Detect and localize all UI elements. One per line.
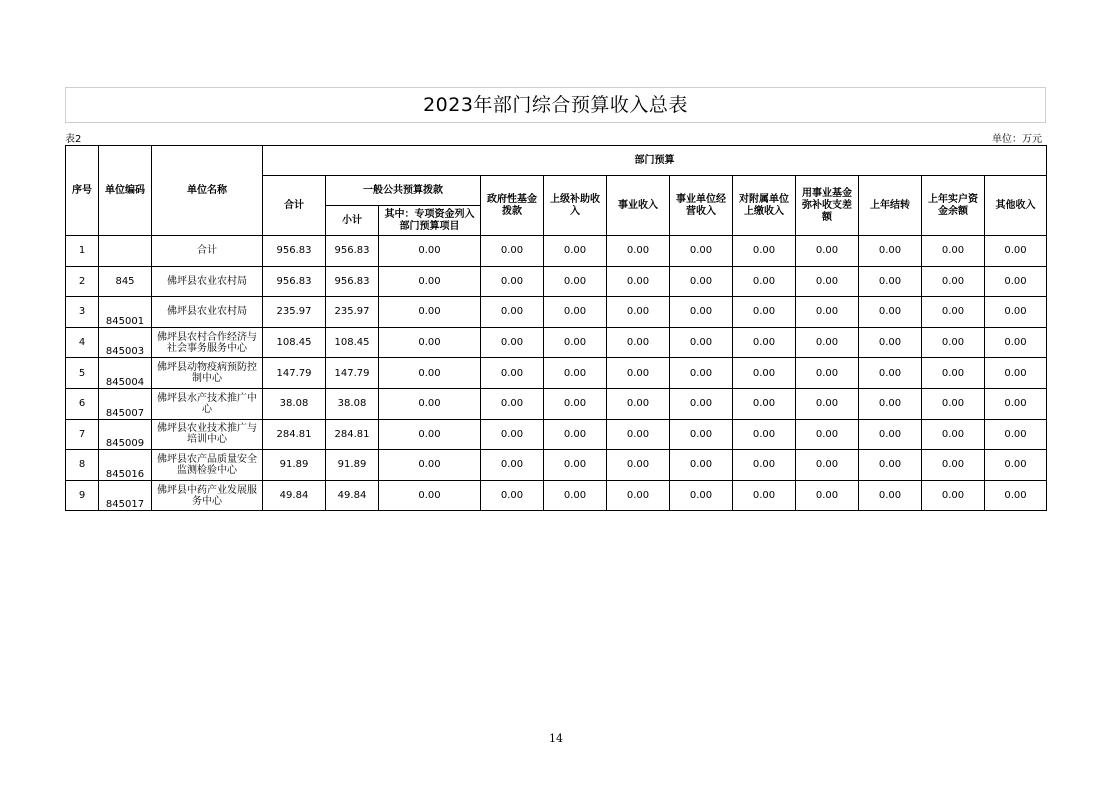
table-row — [66, 419, 1047, 450]
table-row — [66, 358, 1047, 389]
cell-carryover: 0.00 — [859, 327, 922, 358]
header-dept-budget: 部门预算 — [263, 146, 1047, 176]
table-row — [66, 388, 1047, 419]
cell-superior: 0.00 — [544, 236, 607, 267]
cell-seq: 7 — [66, 419, 99, 450]
cell-affiliated: 0.00 — [733, 388, 796, 419]
header-superior: 上级补助收入 — [544, 176, 607, 236]
cell-special: 0.00 — [379, 419, 481, 450]
cell-business: 0.00 — [607, 327, 670, 358]
header-other: 其他收入 — [985, 176, 1047, 236]
cell-operation: 0.00 — [670, 297, 733, 328]
cell-superior: 0.00 — [544, 266, 607, 297]
header-total: 合计 — [263, 176, 326, 236]
cell-total: 956.83 — [263, 236, 326, 267]
cell-affiliated: 0.00 — [733, 480, 796, 511]
cell-prior-surplus: 0.00 — [922, 297, 985, 328]
cell-subtotal: 108.45 — [326, 327, 379, 358]
cell-name: 佛坪县农村合作经济与社会事务服务中心 — [152, 327, 263, 358]
cell-special: 0.00 — [379, 480, 481, 511]
cell-business: 0.00 — [607, 236, 670, 267]
cell-superior: 0.00 — [544, 480, 607, 511]
header-special: 其中：专项资金列入部门预算项目 — [379, 206, 481, 236]
cell-gov-fund: 0.00 — [481, 266, 544, 297]
header-prior-surplus: 上年实户资金余额 — [922, 176, 985, 236]
cell-code: 845016 — [99, 450, 152, 481]
cell-business: 0.00 — [607, 266, 670, 297]
budget-table — [65, 145, 1047, 511]
header-carryover: 上年结转 — [859, 176, 922, 236]
cell-total: 108.45 — [263, 327, 326, 358]
cell-affiliated: 0.00 — [733, 450, 796, 481]
cell-carryover: 0.00 — [859, 297, 922, 328]
cell-business: 0.00 — [607, 480, 670, 511]
cell-code — [99, 236, 152, 267]
cell-seq: 6 — [66, 388, 99, 419]
header-operation: 事业单位经营收入 — [670, 176, 733, 236]
cell-subtotal: 956.83 — [326, 236, 379, 267]
cell-business: 0.00 — [607, 297, 670, 328]
cell-prior-surplus: 0.00 — [922, 419, 985, 450]
cell-code: 845007 — [99, 388, 152, 419]
cell-affiliated: 0.00 — [733, 358, 796, 389]
cell-total: 235.97 — [263, 297, 326, 328]
cell-seq: 3 — [66, 297, 99, 328]
cell-seq: 4 — [66, 327, 99, 358]
cell-balance-fund: 0.00 — [796, 358, 859, 389]
cell-carryover: 0.00 — [859, 419, 922, 450]
cell-superior: 0.00 — [544, 388, 607, 419]
cell-special: 0.00 — [379, 388, 481, 419]
page-number: 14 — [549, 732, 563, 745]
cell-other: 0.00 — [985, 388, 1047, 419]
cell-balance-fund: 0.00 — [796, 480, 859, 511]
table-row — [66, 480, 1047, 511]
cell-seq: 9 — [66, 480, 99, 511]
cell-prior-surplus: 0.00 — [922, 236, 985, 267]
cell-carryover: 0.00 — [859, 450, 922, 481]
cell-code: 845003 — [99, 327, 152, 358]
cell-affiliated: 0.00 — [733, 419, 796, 450]
cell-gov-fund: 0.00 — [481, 419, 544, 450]
unit-label: 单位：万元 — [992, 134, 1042, 145]
cell-total: 38.08 — [263, 388, 326, 419]
cell-total: 284.81 — [263, 419, 326, 450]
cell-balance-fund: 0.00 — [796, 236, 859, 267]
cell-gov-fund: 0.00 — [481, 450, 544, 481]
cell-business: 0.00 — [607, 358, 670, 389]
cell-business: 0.00 — [607, 388, 670, 419]
cell-operation: 0.00 — [670, 480, 733, 511]
header-balance-fund: 用事业基金弥补收支差额 — [796, 176, 859, 236]
cell-name: 佛坪县农产品质量安全监测检验中心 — [152, 450, 263, 481]
cell-balance-fund: 0.00 — [796, 266, 859, 297]
cell-subtotal: 38.08 — [326, 388, 379, 419]
cell-name: 佛坪县水产技术推广中心 — [152, 388, 263, 419]
cell-special: 0.00 — [379, 266, 481, 297]
cell-affiliated: 0.00 — [733, 297, 796, 328]
cell-carryover: 0.00 — [859, 236, 922, 267]
cell-prior-surplus: 0.00 — [922, 266, 985, 297]
cell-subtotal: 956.83 — [326, 266, 379, 297]
cell-prior-surplus: 0.00 — [922, 327, 985, 358]
header-general: 一般公共预算拨款 — [326, 176, 481, 206]
table-row — [66, 450, 1047, 481]
cell-carryover: 0.00 — [859, 358, 922, 389]
table-row — [66, 327, 1047, 358]
cell-gov-fund: 0.00 — [481, 297, 544, 328]
cell-code: 845009 — [99, 419, 152, 450]
cell-name: 佛坪县农业农村局 — [152, 266, 263, 297]
cell-code: 845004 — [99, 358, 152, 389]
cell-other: 0.00 — [985, 358, 1047, 389]
cell-gov-fund: 0.00 — [481, 327, 544, 358]
cell-balance-fund: 0.00 — [796, 419, 859, 450]
cell-operation: 0.00 — [670, 236, 733, 267]
cell-name: 佛坪县动物疫病预防控制中心 — [152, 358, 263, 389]
cell-gov-fund: 0.00 — [481, 236, 544, 267]
cell-name: 合计 — [152, 236, 263, 267]
cell-prior-surplus: 0.00 — [922, 450, 985, 481]
cell-affiliated: 0.00 — [733, 236, 796, 267]
cell-carryover: 0.00 — [859, 388, 922, 419]
cell-superior: 0.00 — [544, 327, 607, 358]
cell-seq: 2 — [66, 266, 99, 297]
cell-total: 91.89 — [263, 450, 326, 481]
cell-business: 0.00 — [607, 419, 670, 450]
cell-affiliated: 0.00 — [733, 266, 796, 297]
cell-superior: 0.00 — [544, 297, 607, 328]
cell-code: 845001 — [99, 297, 152, 328]
cell-operation: 0.00 — [670, 327, 733, 358]
cell-gov-fund: 0.00 — [481, 388, 544, 419]
header-code: 单位编码 — [99, 146, 152, 236]
cell-name: 佛坪县农业技术推广与培训中心 — [152, 419, 263, 450]
cell-subtotal: 147.79 — [326, 358, 379, 389]
cell-total: 147.79 — [263, 358, 326, 389]
cell-name: 佛坪县农业农村局 — [152, 297, 263, 328]
cell-operation: 0.00 — [670, 419, 733, 450]
cell-seq: 8 — [66, 450, 99, 481]
cell-code: 845 — [99, 266, 152, 297]
cell-other: 0.00 — [985, 419, 1047, 450]
header-affiliated: 对附属单位上缴收入 — [733, 176, 796, 236]
header-seq: 序号 — [66, 146, 99, 236]
cell-subtotal: 49.84 — [326, 480, 379, 511]
meta-row — [65, 123, 1046, 145]
cell-subtotal: 91.89 — [326, 450, 379, 481]
cell-subtotal: 284.81 — [326, 419, 379, 450]
cell-operation: 0.00 — [670, 450, 733, 481]
table-row — [66, 297, 1047, 328]
cell-prior-surplus: 0.00 — [922, 388, 985, 419]
header-business: 事业收入 — [607, 176, 670, 236]
page-title: 2023年部门综合预算收入总表 — [65, 87, 1046, 123]
cell-special: 0.00 — [379, 236, 481, 267]
cell-gov-fund: 0.00 — [481, 480, 544, 511]
cell-balance-fund: 0.00 — [796, 297, 859, 328]
cell-total: 956.83 — [263, 266, 326, 297]
header-gov-fund: 政府性基金拨款 — [481, 176, 544, 236]
budget-sheet — [65, 87, 1046, 511]
cell-balance-fund: 0.00 — [796, 450, 859, 481]
cell-carryover: 0.00 — [859, 266, 922, 297]
cell-operation: 0.00 — [670, 388, 733, 419]
cell-superior: 0.00 — [544, 450, 607, 481]
cell-name: 佛坪县中药产业发展服务中心 — [152, 480, 263, 511]
cell-other: 0.00 — [985, 297, 1047, 328]
table-number: 表2 — [65, 134, 82, 145]
table-row — [66, 266, 1047, 297]
cell-operation: 0.00 — [670, 266, 733, 297]
cell-special: 0.00 — [379, 327, 481, 358]
cell-prior-surplus: 0.00 — [922, 358, 985, 389]
cell-total: 49.84 — [263, 480, 326, 511]
cell-special: 0.00 — [379, 297, 481, 328]
cell-operation: 0.00 — [670, 358, 733, 389]
header-name: 单位名称 — [152, 146, 263, 236]
cell-gov-fund: 0.00 — [481, 358, 544, 389]
table-row — [66, 236, 1047, 267]
cell-other: 0.00 — [985, 327, 1047, 358]
cell-seq: 5 — [66, 358, 99, 389]
cell-seq: 1 — [66, 236, 99, 267]
cell-business: 0.00 — [607, 450, 670, 481]
cell-balance-fund: 0.00 — [796, 388, 859, 419]
cell-carryover: 0.00 — [859, 480, 922, 511]
cell-other: 0.00 — [985, 236, 1047, 267]
cell-other: 0.00 — [985, 266, 1047, 297]
cell-superior: 0.00 — [544, 419, 607, 450]
cell-subtotal: 235.97 — [326, 297, 379, 328]
cell-code: 845017 — [99, 480, 152, 511]
cell-special: 0.00 — [379, 450, 481, 481]
header-subtotal: 小计 — [326, 206, 379, 236]
cell-other: 0.00 — [985, 450, 1047, 481]
cell-balance-fund: 0.00 — [796, 327, 859, 358]
cell-superior: 0.00 — [544, 358, 607, 389]
cell-other: 0.00 — [985, 480, 1047, 511]
cell-special: 0.00 — [379, 358, 481, 389]
cell-affiliated: 0.00 — [733, 327, 796, 358]
cell-prior-surplus: 0.00 — [922, 480, 985, 511]
